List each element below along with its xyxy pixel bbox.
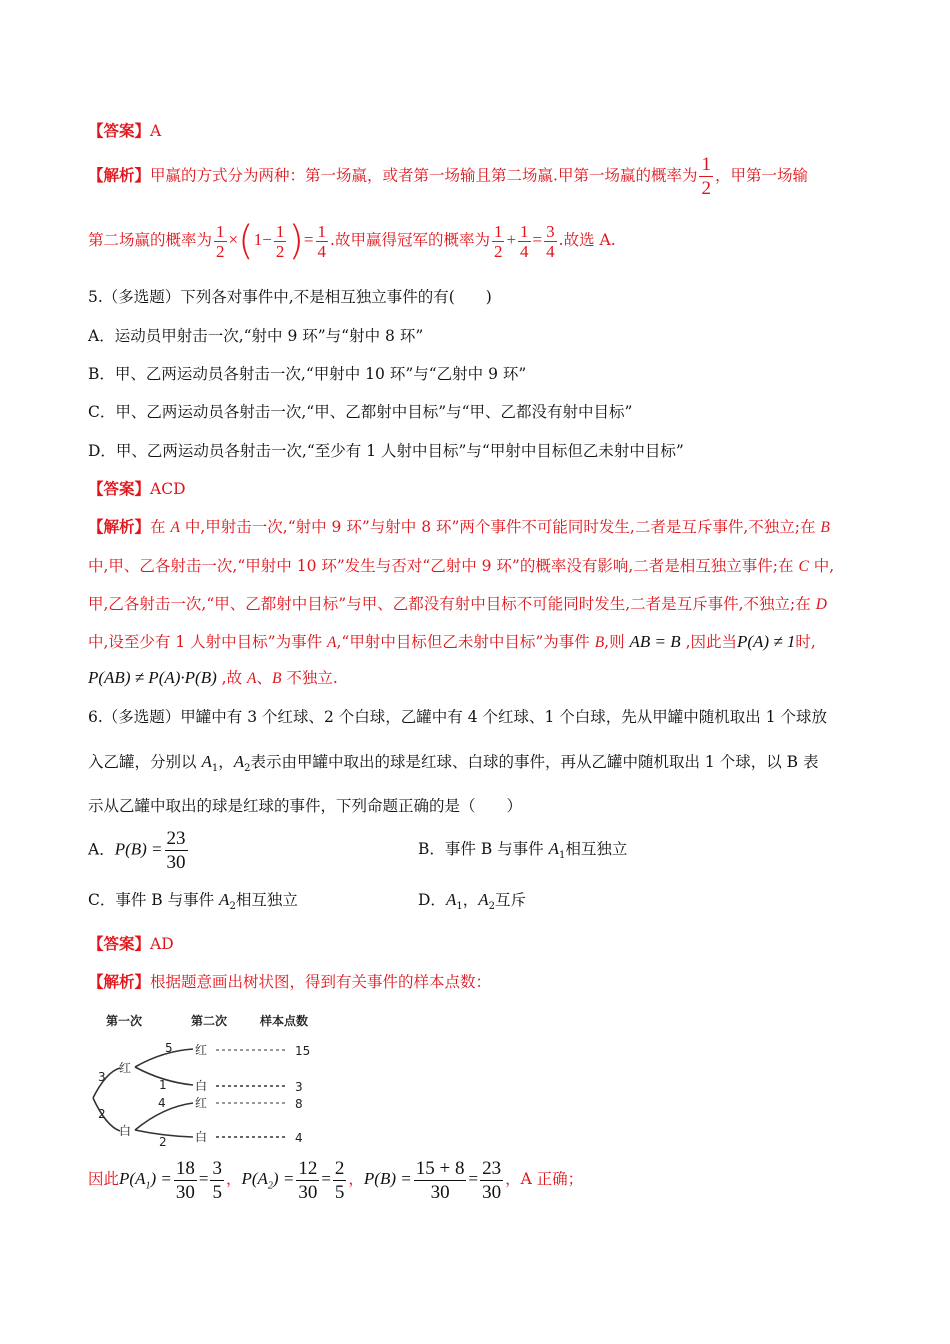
node-second-white: 白 [195, 1079, 208, 1093]
analysis-text: 第二场赢的概率为 [88, 231, 213, 249]
analysis-label: 【解析】 [88, 972, 151, 991]
fraction: $\frac{18}{30}$ [175, 1157, 195, 1203]
tree-header-second: 第二次 [191, 1014, 228, 1028]
q4-analysis-line-1 [88, 153, 808, 200]
weight-red-red: 5 [165, 1041, 173, 1055]
fraction-one-half: $\frac{1}{2}$ [216, 221, 225, 261]
q6-stem-line-2: 入乙罐，分别以 $A_1$，$A_2$表示由甲罐中取出的球是红球、白球的事件，再从乙罐中随机取出 1 个球，以 B 表 [88, 752, 819, 775]
branch-red-red [135, 1049, 193, 1067]
tree-diagram [88, 1010, 348, 1152]
q5-analysis-line-1: 【解析】在 A 中,甲射击一次,“射中 9 环”与射中 8 环”两个事件不可能同时发生,二者是互斥事件,不独立;在 B [88, 517, 830, 536]
node-second-white: 白 [195, 1130, 208, 1144]
fraction-one-quarter: $\frac{1}{4}$ [317, 221, 327, 261]
count-rr: 15 [295, 1044, 311, 1058]
analysis-text: .故选 A. [558, 231, 616, 249]
fraction: $\frac{12}{30}$ [298, 1157, 318, 1203]
count-ww: 4 [295, 1131, 303, 1145]
open-paren: ( [238, 218, 254, 264]
weight-first-white: 2 [98, 1107, 106, 1121]
close-paren: ) [288, 218, 304, 264]
q5-analysis-line-5: P(AB) ≠ P(A)·P(B) ,故 A、B 不独立. [88, 668, 338, 687]
q5-option-b: B．甲、乙两运动员各射击一次,“甲射中 10 环”与“乙射中 9 环” [88, 365, 527, 383]
fraction: $\frac{2}{5}$ [334, 1157, 345, 1203]
q5-answer [88, 479, 186, 499]
weight-white-red: 4 [158, 1096, 166, 1110]
q5-option-a: A．运动员甲射击一次,“射中 9 环”与“射中 8 环” [88, 327, 424, 345]
analysis-text: ，甲第一场输 [714, 166, 808, 185]
times-sign: × [228, 230, 239, 249]
fraction: $\frac{23}{30}$ [482, 1157, 502, 1203]
analysis-label: 【解析】 [88, 165, 151, 185]
tree-header-first: 第一次 [106, 1014, 143, 1028]
node-second-red: 红 [195, 1043, 208, 1057]
q4-answer [88, 121, 161, 141]
fraction: $\frac{15 + 8}{30}$ [415, 1157, 465, 1203]
q5-analysis-line-4: 中,设至少有 1 人射中目标”为事件 A,“甲射中目标但乙未射中目标”为事件 B,则 AB = B ,因此当P(A) ≠ 1时, [88, 632, 816, 651]
node-first-red: 红 [119, 1061, 132, 1075]
q5-analysis-line-2: 中,甲、乙各射击一次,“甲射中 10 环”发生与否对“乙射中 9 环”的概率没有影响,二者是相互独立事件;在 C 中, [88, 557, 835, 575]
weight-white-white: 2 [159, 1135, 167, 1149]
fraction-one-half: $\frac{1}{2}$ [701, 154, 711, 199]
q6-answer [88, 934, 174, 954]
q5-analysis-line-3: 甲,乙各射击一次,“甲、乙都射中目标”与甲、乙都没有射中目标不可能同时发生,二者是互斥事件,不独立;在 D [88, 595, 827, 613]
q6-option-b: B．事件 B 与事件 $A_1$相互独立 [418, 839, 628, 862]
fraction-three-quarters: $\frac{3}{4}$ [546, 221, 555, 261]
analysis-text: 甲赢的方式分为两种：第一场赢，或者第一场输且第二场赢.甲第一场赢的概率为 [150, 166, 698, 185]
node-first-white: 白 [119, 1124, 132, 1138]
q6-analysis-line-1: 【解析】根据题意画出树状图，得到有关事件的样本点数： [88, 972, 492, 991]
answer-label: 【答案】 [88, 934, 151, 953]
q6-stem-line-3: 示从乙罐中取出的球是红球的事件，下列命题正确的是（ ） [88, 797, 523, 815]
answer-value: A [150, 122, 162, 140]
count-wr: 8 [295, 1097, 303, 1111]
analysis-label: 【解析】 [88, 517, 151, 536]
count-rw: 3 [295, 1080, 303, 1094]
tree-header-count: 样本点数 [260, 1014, 309, 1028]
q6-stem-line-1: 6.（多选题）甲罐中有 3 个红球、2 个白球，乙罐中有 4 个红球、1 个白球，先从甲罐中随机取出 1 个球放 [88, 708, 828, 726]
fraction-one-quarter: $\frac{1}{4}$ [520, 221, 529, 261]
fraction-one-half: $\frac{1}{2}$ [493, 221, 503, 261]
node-second-red: 红 [195, 1096, 208, 1110]
fraction: $\frac{23}{30}$ [166, 828, 186, 873]
answer-label: 【答案】 [88, 121, 151, 140]
q4-analysis-line-2: 第二场赢的概率为 $\frac{1}{2}$ ×(1− $\frac{1}{2}$ )= $\frac{1}{4}$ .故甲赢得冠军的概率为 $\frac{1}{2}$ + $\frac{1}{4}$ = $\frac{3}{4}$ .故选 A. [88, 218, 616, 264]
q5-stem: 5.（多选题）下列各对事件中,不是相互独立事件的有( ) [88, 288, 492, 306]
q5-option-c: C．甲、乙两运动员各射击一次,“甲、乙都射中目标”与“甲、乙都没有射中目标” [88, 403, 633, 421]
fraction: $\frac{3}{5}$ [212, 1157, 222, 1203]
fraction-one-half: $\frac{1}{2}$ [275, 221, 285, 261]
answer-value: AD [150, 935, 174, 953]
q6-option-d: D．$A_1$，$A_2$互斥 [418, 890, 526, 913]
q6-option-c: C．事件 B 与事件 $A_2$相互独立 [88, 890, 298, 913]
answer-value: ACD [150, 480, 186, 498]
q6-option-a: A．P(B) = $\frac{23}{30}$ [88, 828, 186, 873]
q6-conclusion: 因此$P(A_1)$ = $\frac{18}{30}$ = $\frac{3}{5}$ ，$P(A_2)$ = $\frac{12}{30}$ = $\frac{2}{5}$ ，P(B) = $\frac{15 + 8}{30}$ = $\frac{23}{30}$ ，A 正确； [88, 1157, 584, 1203]
weight-red-white: 1 [159, 1078, 167, 1092]
answer-label: 【答案】 [88, 479, 151, 498]
analysis-text: .故甲赢得冠军的概率为 [330, 231, 490, 249]
weight-first-red: 3 [98, 1070, 106, 1084]
q5-option-d: D．甲、乙两运动员各射击一次,“至少有 1 人射中目标”与“甲射中目标但乙未射中目标” [88, 442, 684, 460]
